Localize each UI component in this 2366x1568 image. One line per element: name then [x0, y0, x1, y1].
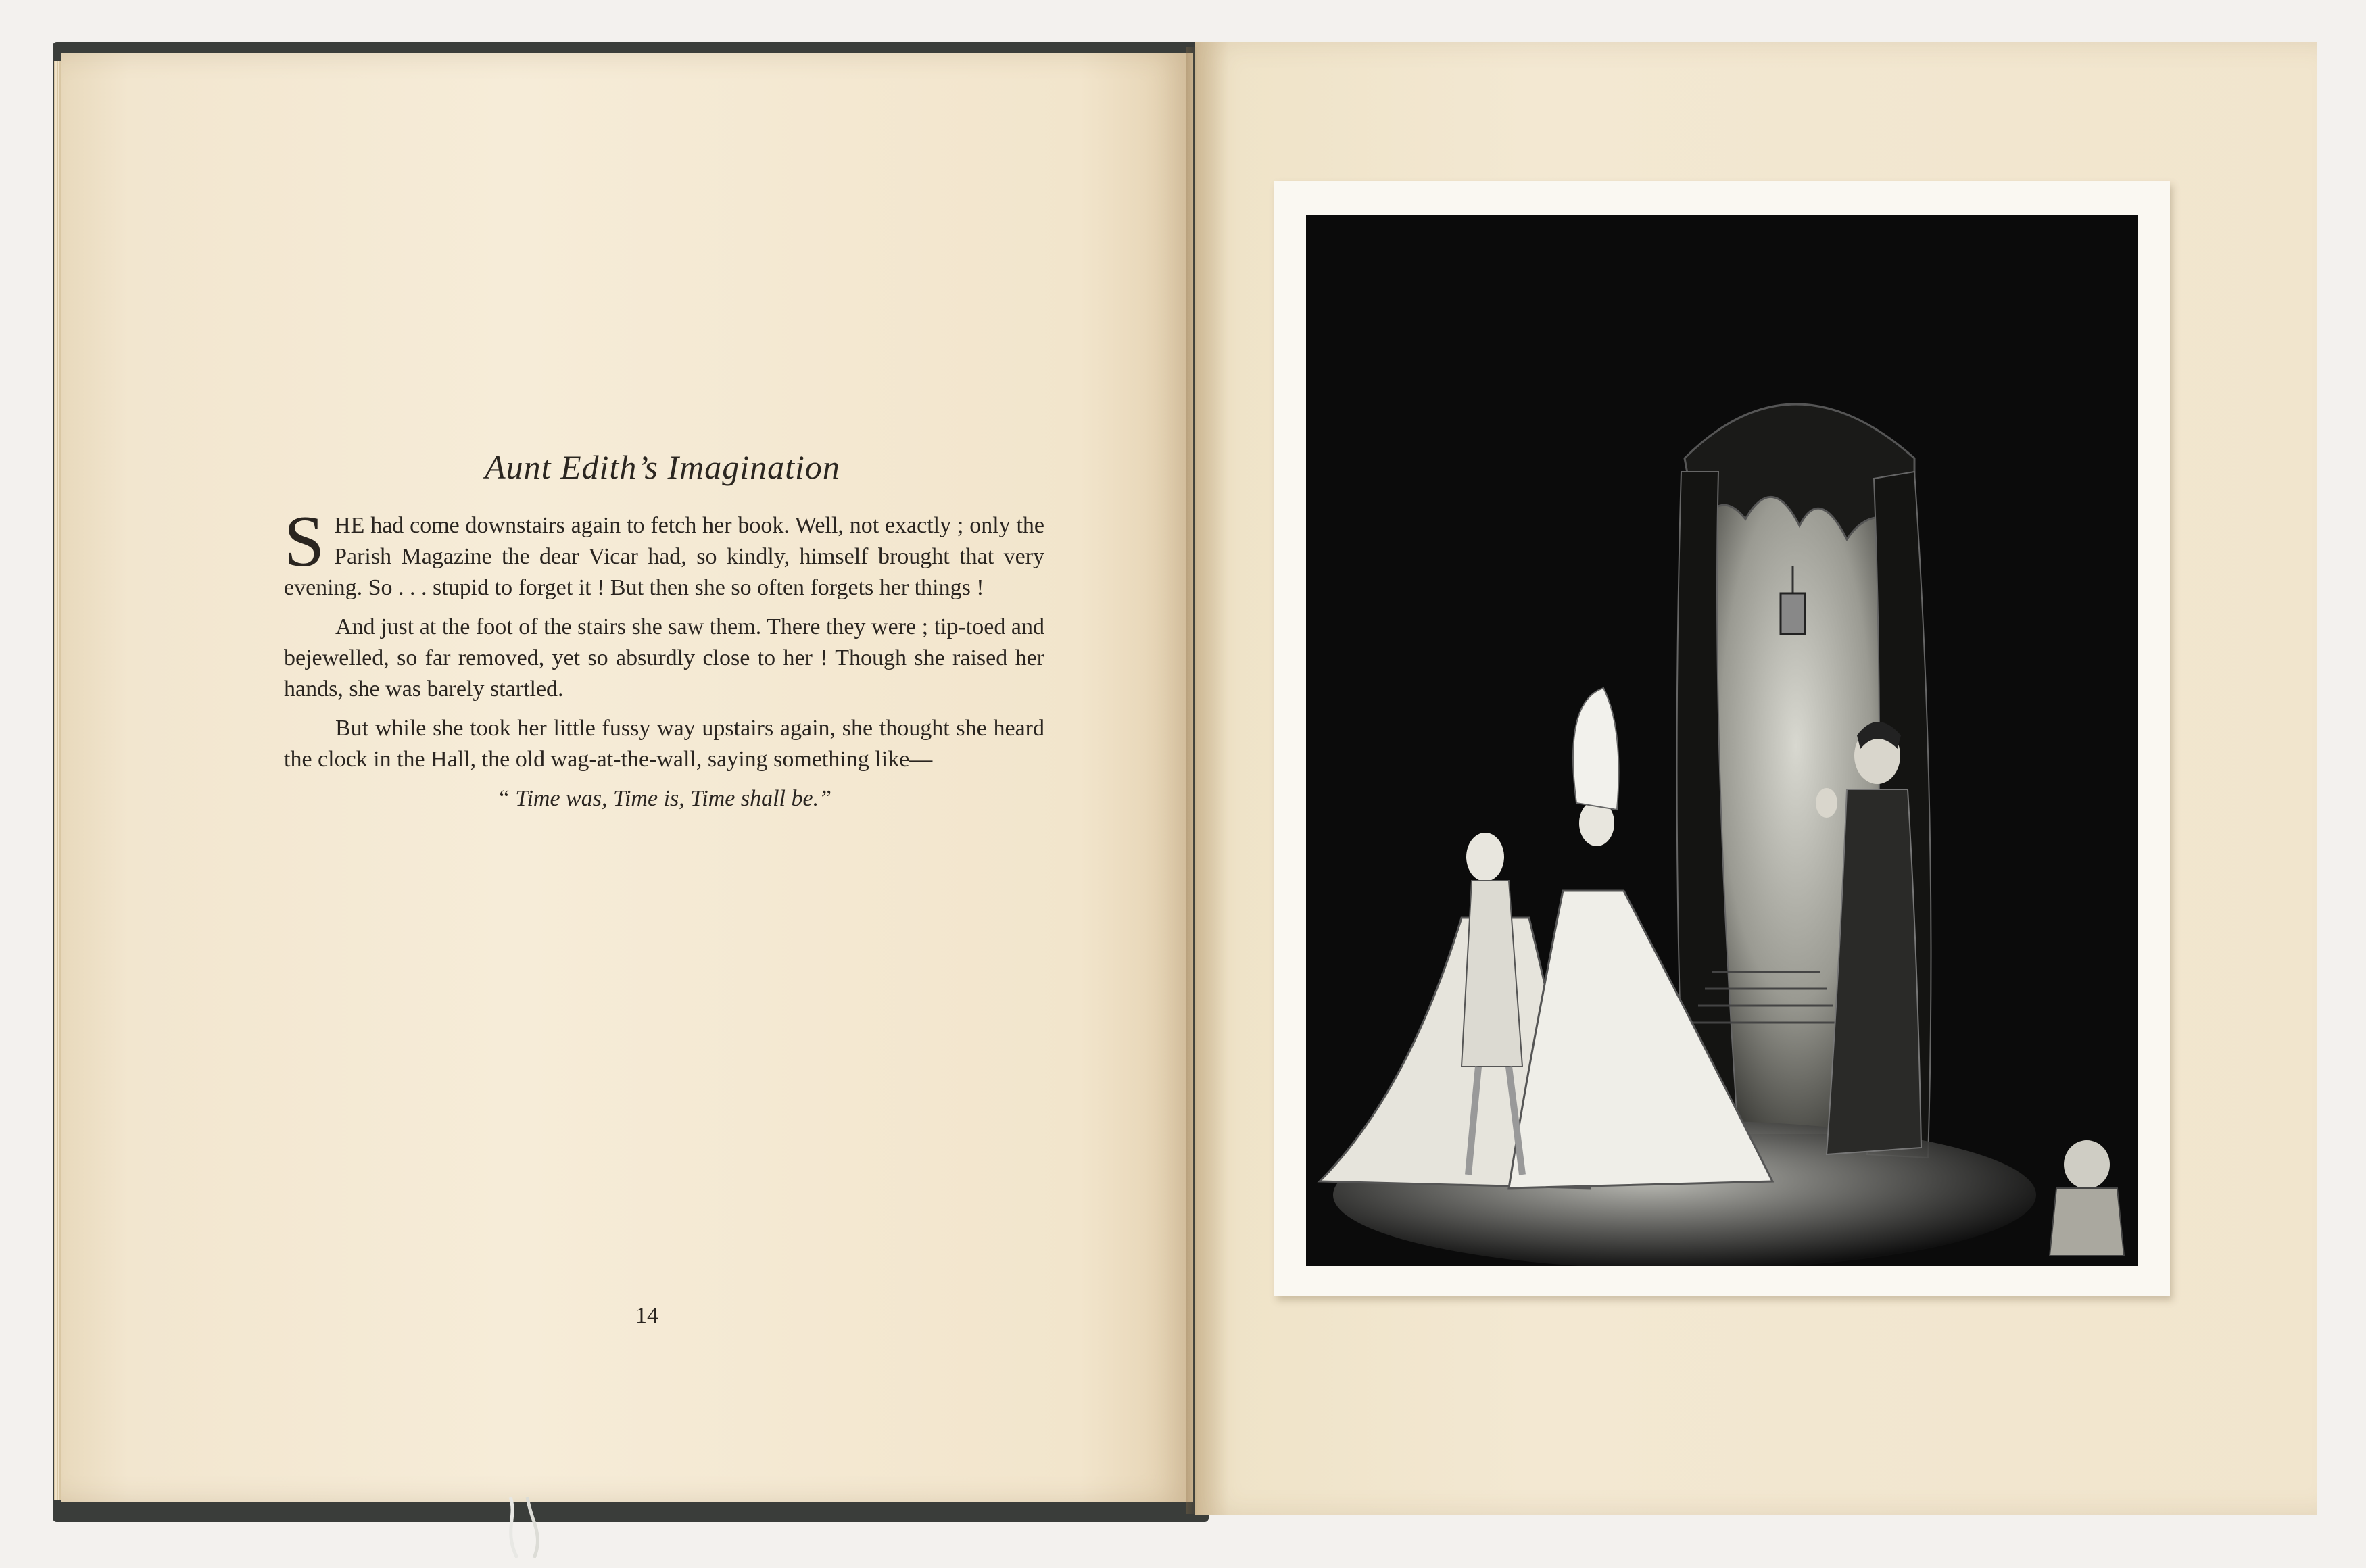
drop-cap: S [284, 501, 325, 582]
paragraph-3: But while she took her little fussy way upstairs again, she thought she heard the clock in the Hall, the old wag-at-the-wall, saying something like— [284, 716, 1044, 772]
illustration-drawing [1306, 215, 2138, 1266]
paragraph-1-text: HE had come downstairs again to fetch her book. Well, not exactly ; only the Parish Magazine the dear Vicar had, so kindly, himself brought that very evening. So . . . stupid to forget it ! But then she so often forgets her things ! [284, 513, 1044, 600]
chapter-title: Aunt Edith’s Imagination [485, 448, 840, 486]
bookmark-ribbon [497, 1497, 558, 1558]
page-number: 14 [635, 1303, 658, 1328]
quotation: “ Time was, Time is, Time shall be.” [497, 786, 831, 811]
story-text [284, 501, 1044, 823]
plate-illustration [1306, 215, 2138, 1266]
book-gutter [1186, 47, 1205, 1514]
paragraph-2: And just at the foot of the stairs she saw them. There they were ; tip-toed and bejewelled, so far removed, yet so absurdly close to her ! Though she raised her hands, she was barely startled. [284, 614, 1044, 702]
paragraph-1 [284, 501, 1044, 604]
